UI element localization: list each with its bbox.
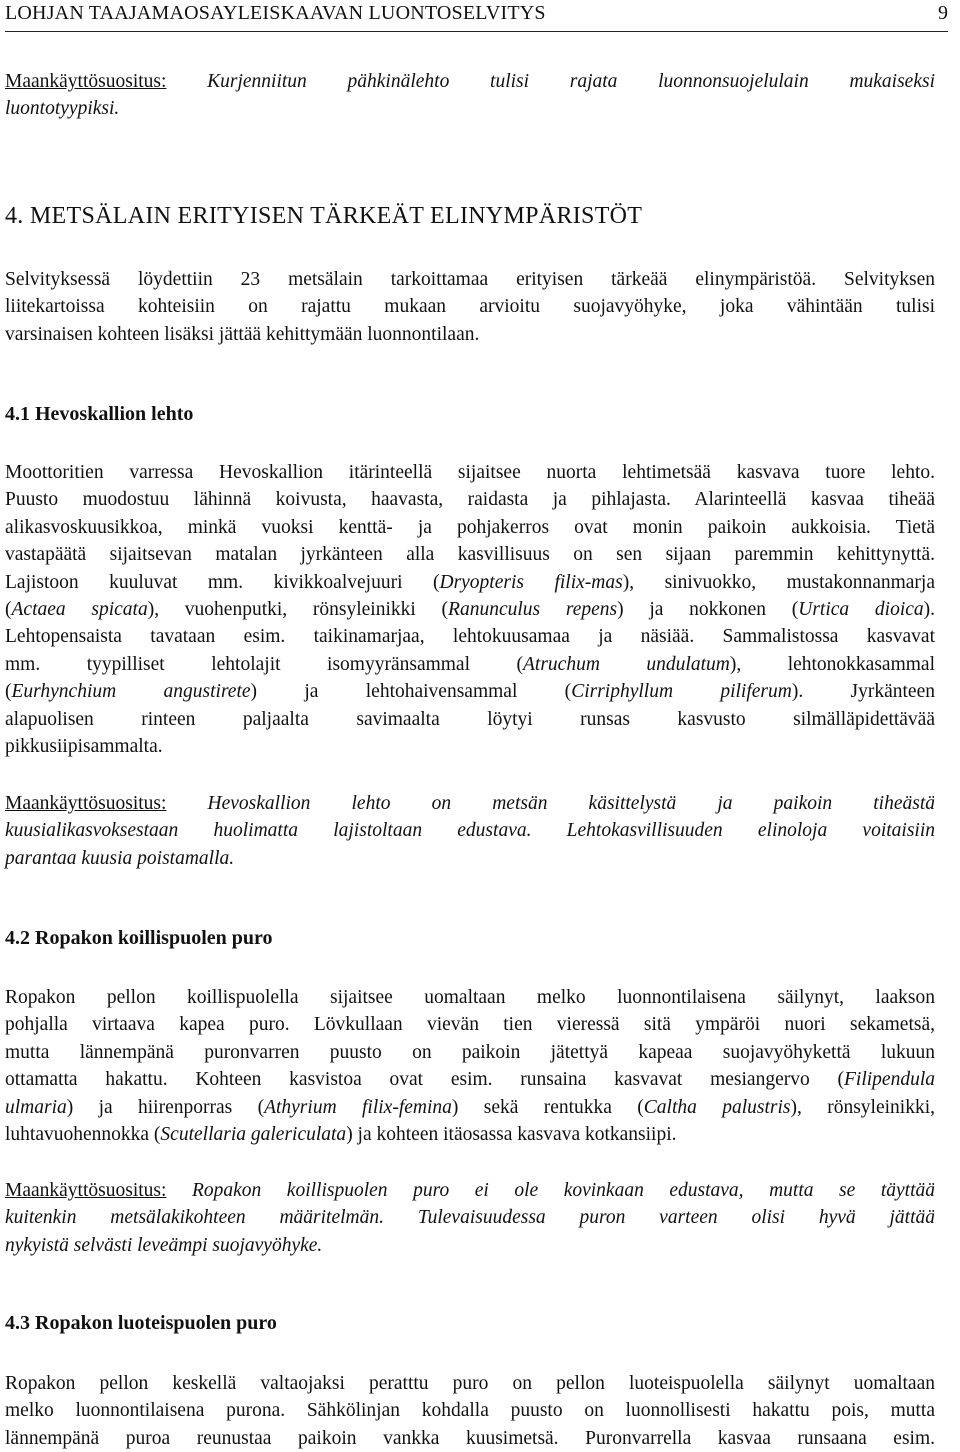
paragraph-line: Ropakon pellon keskellä valtaojaksi peratttu puro on pellon luoteispuolella säilynyt uomaltaan	[5, 1373, 935, 1394]
recommendation-text: Ropakon koillispuolen puro ei ole kovinkaan edustava, mutta se täyttää	[166, 1180, 935, 1201]
recommendation-label: Maankäyttösuositus:	[5, 71, 167, 92]
species-name: Caltha palustris	[643, 1096, 791, 1118]
subsection-heading: 4.2 Ropakon koillispuolen puro	[5, 927, 273, 949]
paragraph-line: Ropakon pellon koillispuolella sijaitsee uomaltaan melko luonnontilaisena säilynyt, laakson	[5, 987, 935, 1008]
species-name: Actaea spicata	[11, 599, 148, 621]
species-name: Filipendula	[844, 1069, 935, 1091]
species-name: Eurhynchium angustirete	[11, 681, 251, 703]
paragraph-line: alapuolisen rinteen paljaalta savimaalta löytyi runsas kasvusto silmälläpidettävää	[5, 708, 935, 730]
recommendation-text: parantaa kuusia poistamalla.	[5, 847, 235, 869]
recommendation-text-line2: luontotyypiksi.	[5, 98, 120, 120]
recommendation-text: Hevoskallion lehto on metsän käsittelystä ja paikoin tiheästä	[166, 793, 935, 814]
paragraph-line: lännempänä puroa reunustaa paikoin vankka kuusimetsä. Puronvarrella kasvaa runsaana esim.	[5, 1427, 935, 1449]
recommendation	[5, 1177, 935, 1259]
paragraph-line: (Eurhynchium angustirete) ja lehtohaivensammal (Cirriphyllum piliferum). Jyrkänteen	[5, 681, 935, 703]
species-name: ulmaria	[5, 1096, 67, 1118]
section-heading: 4. METSÄLAIN ERITYISEN TÄRKEÄT ELINYMPÄRISTÖT	[5, 203, 643, 229]
paragraph-line: (Actaea spicata), vuohenputki, rönsyleinikki (Ranunculus repens) ja nokkonen (Urtica dioica).	[5, 599, 936, 621]
paragraph-line: liitekartoissa kohteisiin on rajattu mukaan arvioitu suojavyöhyke, joka vähintään tulisi	[5, 296, 935, 318]
paragraph-line: pohjalla virtaava kapea puro. Lövkullaan vievän tien vieressä sitä ympäröi nuori sekametsä,	[5, 1014, 935, 1036]
paragraph-line: varsinaisen kohteen lisäksi jättää kehittymään luonnontilaan.	[5, 323, 480, 345]
page-number: 9	[938, 2, 948, 24]
subsection-heading: 4.3 Ropakon luoteispuolen puro	[5, 1312, 277, 1334]
header-title: LOHJAN TAAJAMAOSAYLEISKAAVAN LUONTOSELVITYS	[5, 2, 546, 24]
paragraph-line: pikkusiipisammalta.	[5, 736, 163, 758]
paragraph-line: alikasvoskuusikkoa, minkä vuoksi kenttä- ja pohjakerros ovat monin paikoin aukkoisia. Tietä	[5, 516, 935, 538]
paragraph-line: Lajistoon kuuluvat mm. kivikkoalvejuuri (Dryopteris filix-mas), sinivuokko, mustakonnanmarja	[5, 571, 936, 593]
recommendation-text: kuusialikasvoksestaan huolimatta lajistoltaan edustava. Lehtokasvillisuuden elinoloja voitaisiin	[5, 820, 935, 842]
paragraph-line: mutta lännempänä puronvarren puusto on paikoin jätettyä kapeaa suojavyöhykettä lukuun	[5, 1041, 935, 1063]
recommendation-text: nykyistä selvästi leveämpi suojavyöhyke.	[5, 1234, 323, 1256]
recommendation-text: Kurjenniitun pähkinälehto tulisi rajata luonnonsuojelulain mukaiseksi	[166, 71, 935, 92]
recommendation	[5, 790, 935, 872]
subsection-paragraph	[5, 1370, 935, 1452]
species-name: Athyrium filix-femina	[264, 1096, 452, 1118]
paragraph-line: Moottoritien varressa Hevoskallion itärinteellä sijaitsee nuorta lehtimetsää kasvava tuore lehto.	[5, 462, 935, 483]
species-name: Atruchum undulatum	[523, 653, 730, 675]
paragraph-line: melko luonnontilaisena purona. Sähkölinjan kohdalla puusto on luonnollisesti hakattu pois, mutta	[5, 1400, 935, 1422]
species-name: Dryopteris filix-mas	[439, 571, 623, 593]
paragraph-line: Puusto muodostuu lähinnä koivusta, haavasta, raidasta ja pihlajasta. Alarinteellä kasvaa tiheää	[5, 489, 935, 511]
page-header	[5, 2, 948, 32]
intro-recommendation	[5, 68, 935, 123]
paragraph-line: luhtavuohennokka (Scutellaria galericulata) ja kohteen itäosassa kasvava kotkansiipi.	[5, 1124, 677, 1146]
species-name: Cirriphyllum piliferum	[571, 681, 792, 703]
species-name: Urtica dioica	[798, 599, 924, 621]
paragraph-line: ulmaria) ja hiirenporras (Athyrium filix-femina) sekä rentukka (Caltha palustris), rönsyleinikki,	[5, 1096, 935, 1118]
subsection-paragraph	[5, 459, 935, 760]
paragraph-line: vastapäätä sijaitsevan matalan jyrkänteen alla kasvillisuus on sen sijaan paremmin kehittynyttä.	[5, 544, 935, 566]
recommendation-label: Maankäyttösuositus:	[5, 793, 167, 814]
paragraph-line: mm. tyypilliset lehtolajit isomyyränsammal (Atruchum undulatum), lehtonokkasammal	[5, 653, 935, 675]
subsection-heading: 4.1 Hevoskallion lehto	[5, 403, 194, 425]
recommendation-text: kuitenkin metsälakikohteen määritelmän. Tulevaisuudessa puron varteen olisi hyvä jättää	[5, 1207, 935, 1229]
subsection-paragraph	[5, 984, 935, 1148]
recommendation-label: Maankäyttösuositus:	[5, 1180, 167, 1201]
species-name: Scutellaria galericulata	[160, 1124, 347, 1146]
paragraph-line: Lehtopensaista tavataan esim. taikinamarjaa, lehtokuusamaa ja näsiää. Sammalistossa kasvavat	[5, 626, 935, 648]
species-name: Ranunculus repens	[448, 599, 618, 621]
paragraph-line: ottamatta hakattu. Kohteen kasvistoa ovat esim. runsaina kasvavat mesiangervo (Filipendula	[5, 1069, 935, 1091]
section-paragraph	[5, 266, 935, 348]
paragraph-line: Selvityksessä löydettiin 23 metsälain tarkoittamaa erityisen tärkeää elinympäristöä. Selvityksen	[5, 269, 935, 290]
